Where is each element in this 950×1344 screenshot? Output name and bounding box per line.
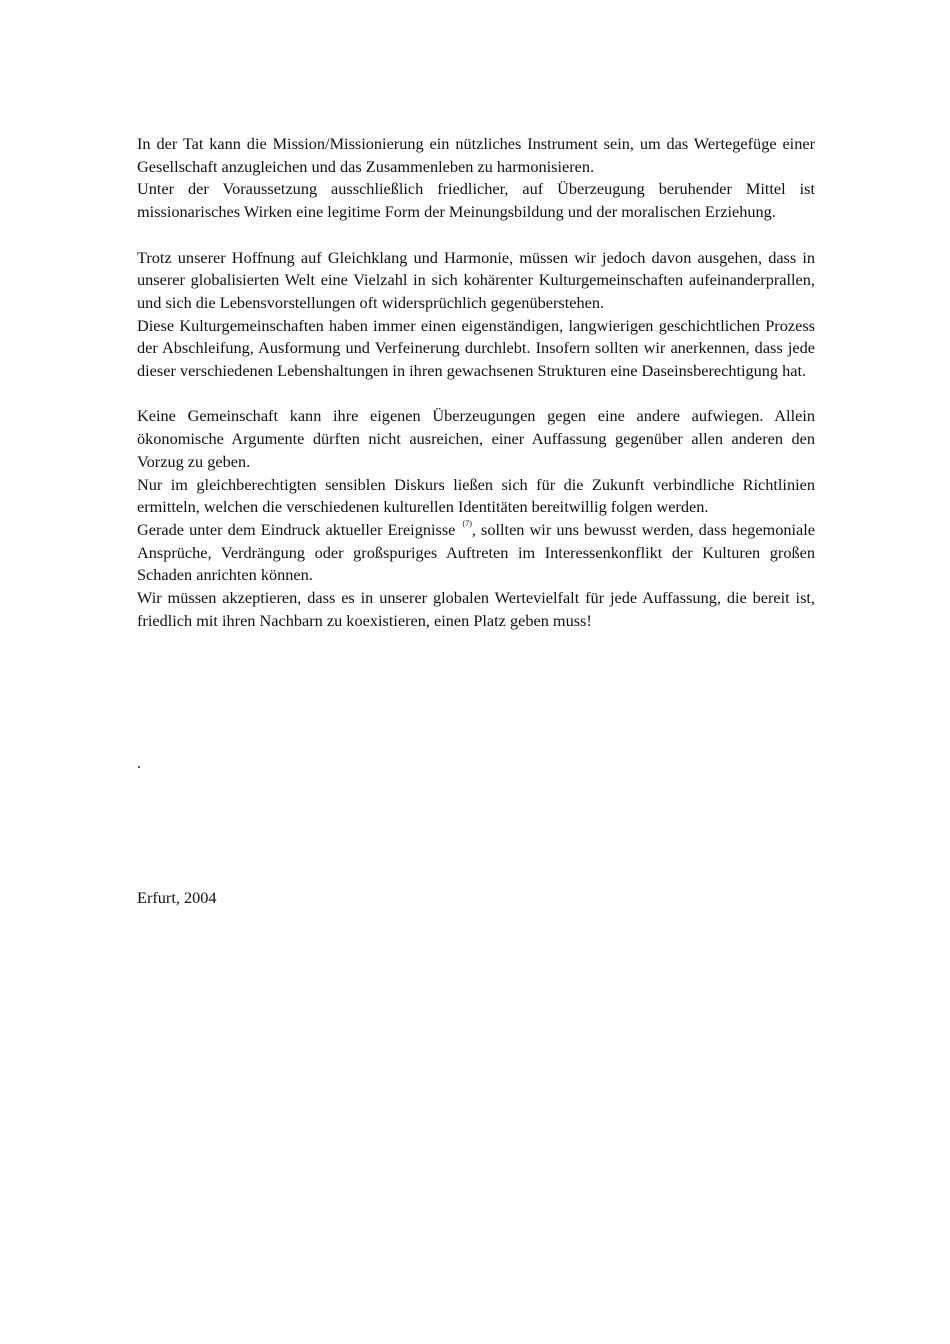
paragraph-no-community: Keine Gemeinschaft kann ihre eigenen Überzeugungen gegen eine andere aufwiegen. Allein ökonomische Argumente dürften nicht ausreichen, einer Auffassung gegenüber allen anderen den Vorzug zu geben. [137,406,815,471]
paragraph-closing: Wir müssen akzeptieren, dass es in unserer globalen Wertevielfalt für jede Auffassung, die bereit ist, friedlich mit ihren Nachbarn zu koexistieren, einen Platz geben muss! [137,588,815,630]
paragraph-cultural-communities: Trotz unserer Hoffnung auf Gleichklang und Harmonie, müssen wir jedoch davon ausgehen, dass in unserer globalisierten Welt eine Vielzahl in sich kohärenter Kulturgemeinschaften aufeinanderprallen, und sich die Lebensvorstellungen oft widersprüchlich gegenüberstehen. [137,247,815,312]
current-events-text-end: , sollten wir uns bewusst werden, dass hegemoniale Ansprüche, Verdrängung oder großspuriges Auftreten im Interessenkonflikt der Kulturen großen Schaden anrichten können. [137,519,815,585]
paragraph-gap [137,383,815,406]
current-events-text-start: Gerade unter dem Eindruck aktueller Ereignisse [137,519,456,539]
place-date-signature: Erfurt, 2004 [137,888,217,907]
stray-dot: . [137,753,142,772]
paragraph-historical-process: Diese Kulturgemeinschaften haben immer einen eigenständigen, langwierigen geschichtlichen Prozess der Abschleifung, Ausformung und Verfeinerung durchlebt. Insofern sollten wir anerkennen, dass jede dieser verschiedenen Lebenshaltungen in ihren gewachsenen Strukturen eine Daseinsberechtigung hat. [137,315,815,381]
footnote-marker: (7) [462,518,472,528]
paragraph-mission-conditions: Unter der Voraussetzung ausschließlich friedlicher, auf Überzeugung beruhender Mittel ist missionarisches Wirken eine legitime Form der Meinungsbildung und der moralischen Erziehung. [137,179,815,222]
paragraph-current-events [137,519,815,587]
document-body [137,133,815,632]
paragraph-mission: In der Tat kann die Mission/Missionierung ein nützliches Instrument sein, um das Wertegefüge einer Gesellschaft anzugleichen und das Zusammenleben zu harmonisieren. [137,134,815,176]
paragraph-discourse: Nur im gleichberechtigten sensiblen Diskurs ließen sich für die Zukunft verbindliche Richtlinien ermitteln, welchen die verschiedenen kulturellen Identitäten bereitwillig folgen werden. [137,474,815,517]
paragraph-gap [137,224,815,247]
